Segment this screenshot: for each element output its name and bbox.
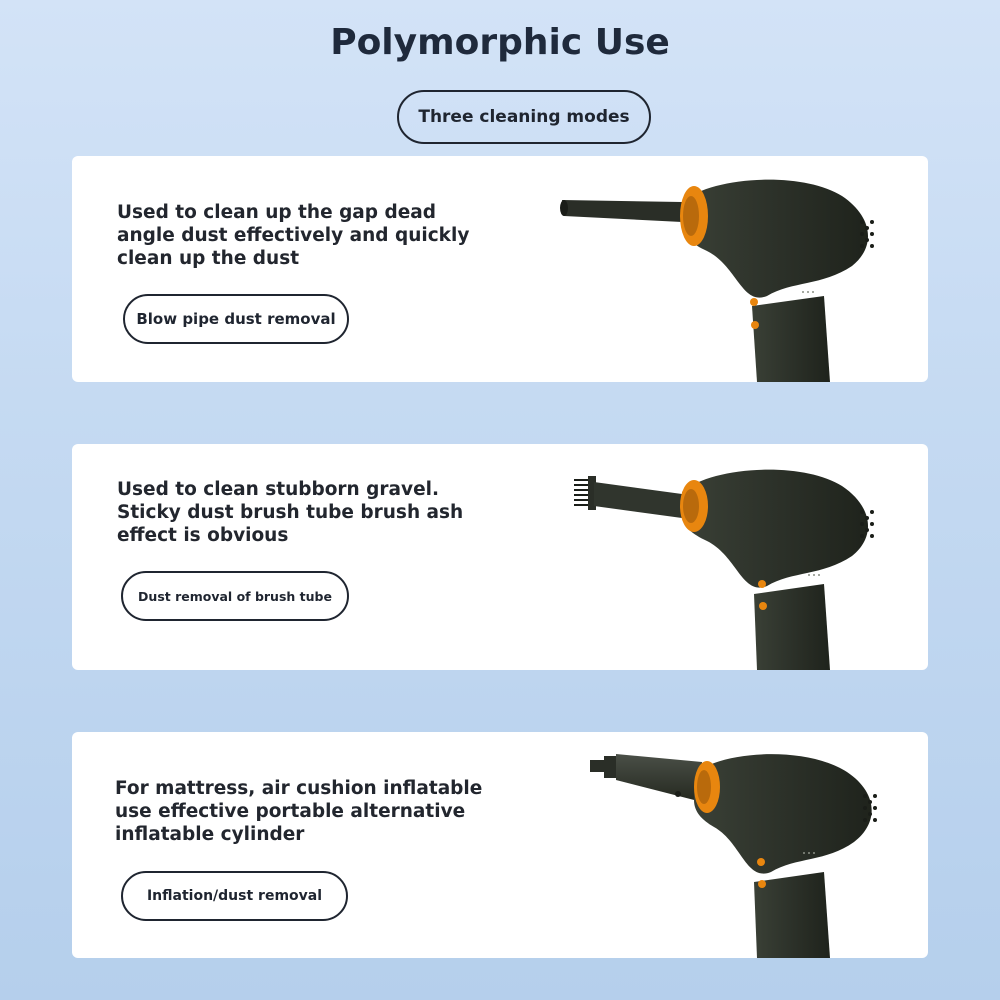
mode-card-inflation — [72, 732, 928, 958]
blower-brush-tube-image — [542, 444, 928, 670]
mode-description: Used to clean stubborn gravel. Sticky dust brush tube brush ash effect is obvious — [117, 479, 464, 546]
mode-description: For mattress, air cushion inflatable use effective portable alternative inflatable cylinder — [115, 778, 483, 845]
mode-card-blow-pipe — [72, 156, 928, 382]
mode-label-button[interactable]: Dust removal of brush tube — [121, 571, 349, 621]
page-title: Polymorphic Use — [330, 22, 670, 63]
mode-label-button[interactable]: Blow pipe dust removal — [123, 294, 349, 344]
mode-card-brush-tube — [72, 444, 928, 670]
mode-description: Used to clean up the gap dead angle dust effectively and quickly clean up the dust — [117, 202, 470, 269]
blower-inflation-nozzle-image — [542, 732, 928, 958]
subtitle-badge: Three cleaning modes — [397, 90, 651, 144]
mode-label-button[interactable]: Inflation/dust removal — [121, 871, 348, 921]
blower-blow-pipe-image — [542, 156, 928, 382]
